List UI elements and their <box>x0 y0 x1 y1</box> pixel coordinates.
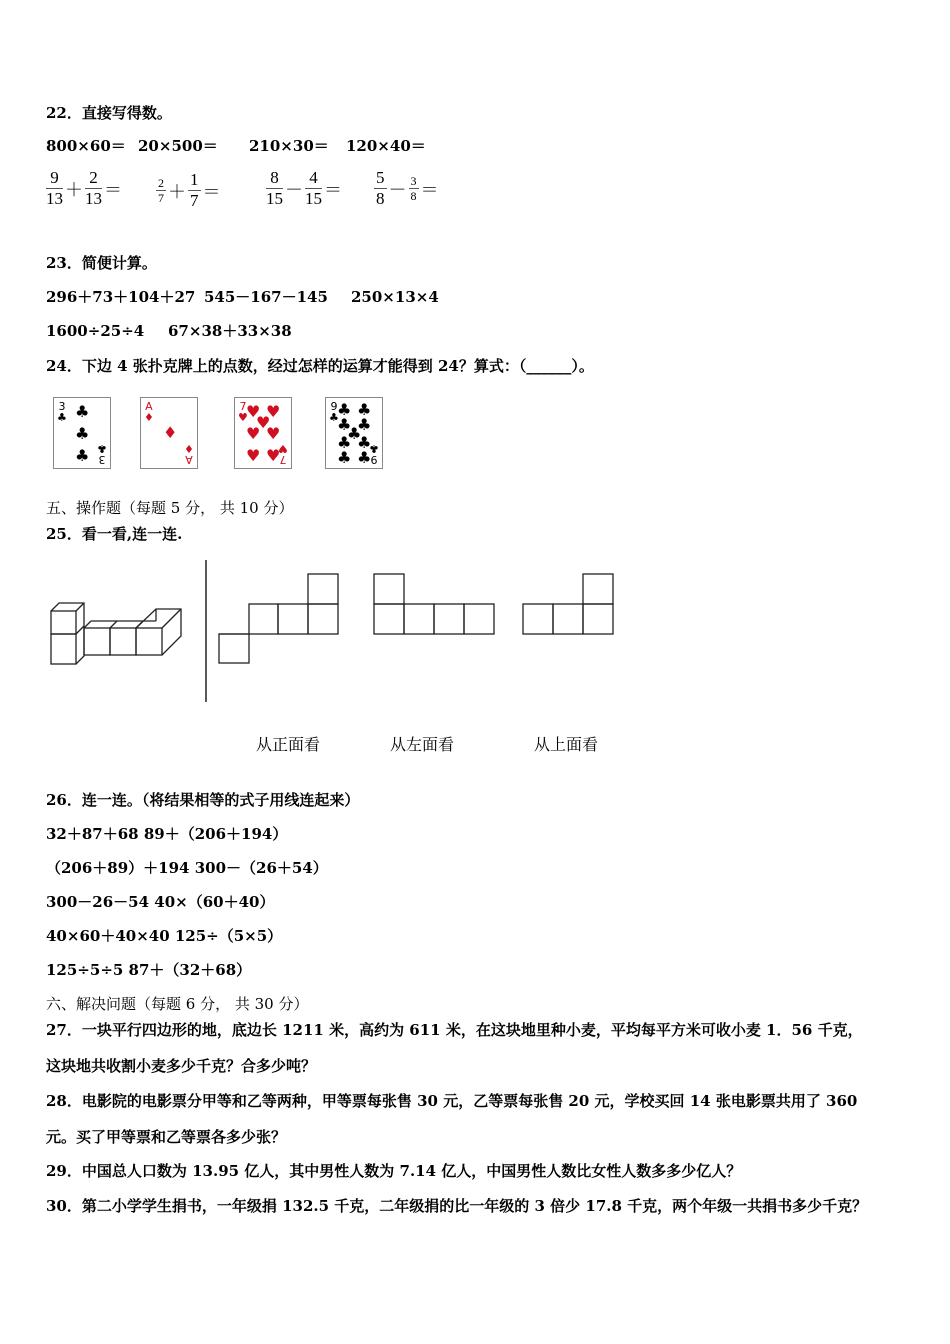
heart-icon: ♥ <box>256 413 271 432</box>
section-6-heading: 六、解决问题（每题 6 分， 共 30 分） <box>46 995 309 1013</box>
caption-left-view: 从左面看 <box>390 735 455 754</box>
q26-row: 125÷5÷5 87＋（32＋68） <box>46 961 252 979</box>
playing-card-ace-diamonds: A ♦ ♦ A ♦ <box>140 397 198 469</box>
club-icon: ♣ <box>75 402 90 421</box>
playing-card-3-clubs: 3 ♣ ♣ ♣ ♣ 3 ♣ <box>53 397 111 469</box>
q26-row: （206＋89）＋194 300－（26＋54） <box>46 859 328 877</box>
playing-card-9-clubs: 9 ♣ ♣ ♣ ♣ ♣ ♣ ♣ ♣ ♣ ♣ 9 ♣ <box>325 397 383 469</box>
q24-title: 24．下边 4 张扑克牌上的点数，经过怎样的运算才能得到 24？算式：（______）。 <box>46 357 594 375</box>
q29: 29．中国总人口数为 13.95 亿人，其中男性人数为 7.14 亿人，中国男性人数比女性人数多多少亿人？ <box>46 1162 742 1180</box>
heart-icon: ♥ <box>266 446 281 465</box>
q22-expr-2: 20×500＝ <box>138 137 218 155</box>
q28-line-2: 元。买了甲等票和乙等票各多少张？ <box>46 1128 287 1146</box>
club-icon: ♣ <box>337 433 352 452</box>
q28-line-1: 28．电影院的电影票分甲等和乙等两种，甲等票每张售 30 元，乙等票每张售 20 元，学校买回 14 张电影票共用了 360 <box>46 1092 858 1110</box>
q27-line-1: 27．一块平行四边形的地，底边长 1211 米，高约为 611 米，在这块地里种小麦，平均每平方米可收小麦 1．56 千克， <box>46 1021 863 1039</box>
diamond-icon: ♦ <box>163 423 178 442</box>
q30: 30．第二小学学生捐书，一年级捐 132.5 千克，二年级捐的比一年级的 3 倍少 17.8 千克，两个年级一共捐书多少千克？ <box>46 1197 868 1215</box>
fraction-expr-3: $\frac{8}{15}$ － $\frac{4}{15}$ ＝ <box>266 168 342 208</box>
caption-top-view: 从上面看 <box>534 735 599 754</box>
club-icon: ♣ <box>357 400 372 419</box>
q23-expr-4: 1600÷25÷4 <box>46 322 145 340</box>
q22-expr-3: 210×30＝ <box>249 137 329 155</box>
club-icon: ♣ <box>357 433 372 452</box>
fraction-expr-2: $\frac{2}{7}$ ＋ $\frac{1}{7}$ ＝ <box>158 170 221 210</box>
fraction-expr-4: $\frac{5}{8}$ － $\frac{3}{8}$ ＝ <box>376 168 439 208</box>
q26-title: 26．连一连。（将结果相等的式子用线连起来） <box>46 791 360 809</box>
q23-expr-3: 250×13×4 <box>351 288 439 306</box>
q22-expr-1: 800×60＝ <box>46 137 126 155</box>
section-5-heading: 五、操作题（每题 5 分， 共 10 分） <box>46 499 294 517</box>
q26-row: 40×60＋40×40 125÷（5×5） <box>46 927 283 945</box>
q22-title: 22．直接写得数。 <box>46 104 172 122</box>
fraction-expr-1: $\frac{9}{13}$ ＋ $\frac{2}{13}$ ＝ <box>46 168 122 208</box>
q25-title: 25．看一看,连一连. <box>46 525 183 543</box>
q25-figures <box>40 555 630 705</box>
club-icon: ♣ <box>357 448 372 467</box>
caption-front-view: 从正面看 <box>256 735 321 754</box>
q23-expr-5: 67×38＋33×38 <box>168 322 292 340</box>
cube-3d-figure <box>51 603 181 664</box>
q23-expr-2: 545－167－145 <box>204 288 328 306</box>
playing-card-7-hearts: 7 ♥ ♥ ♥ ♥ ♥ ♥ ♥ ♥ 7 ♥ <box>234 397 292 469</box>
q23-expr-1: 296＋73＋104＋27 <box>46 288 196 306</box>
club-icon: ♣ <box>337 400 352 419</box>
view-figure-3 <box>523 574 613 634</box>
view-figure-1 <box>219 574 338 663</box>
club-icon: ♣ <box>357 415 372 434</box>
club-icon: ♣ <box>337 415 352 434</box>
club-icon: ♣ <box>75 446 90 465</box>
q26-row: 32＋87＋68 89＋（206＋194） <box>46 825 288 843</box>
view-figure-2 <box>374 574 494 634</box>
club-icon: ♣ <box>75 424 90 443</box>
heart-icon: ♥ <box>266 424 281 443</box>
heart-icon: ♥ <box>246 446 261 465</box>
q26-row: 300－26－54 40×（60＋40） <box>46 893 275 911</box>
club-icon: ♣ <box>347 424 362 443</box>
q22-expr-4: 120×40＝ <box>346 137 426 155</box>
heart-icon: ♥ <box>246 424 261 443</box>
heart-icon: ♥ <box>246 402 261 421</box>
q27-line-2: 这块地共收割小麦多少千克？合多少吨？ <box>46 1057 317 1075</box>
heart-icon: ♥ <box>266 402 281 421</box>
q23-title: 23．简便计算。 <box>46 254 157 272</box>
club-icon: ♣ <box>337 448 352 467</box>
